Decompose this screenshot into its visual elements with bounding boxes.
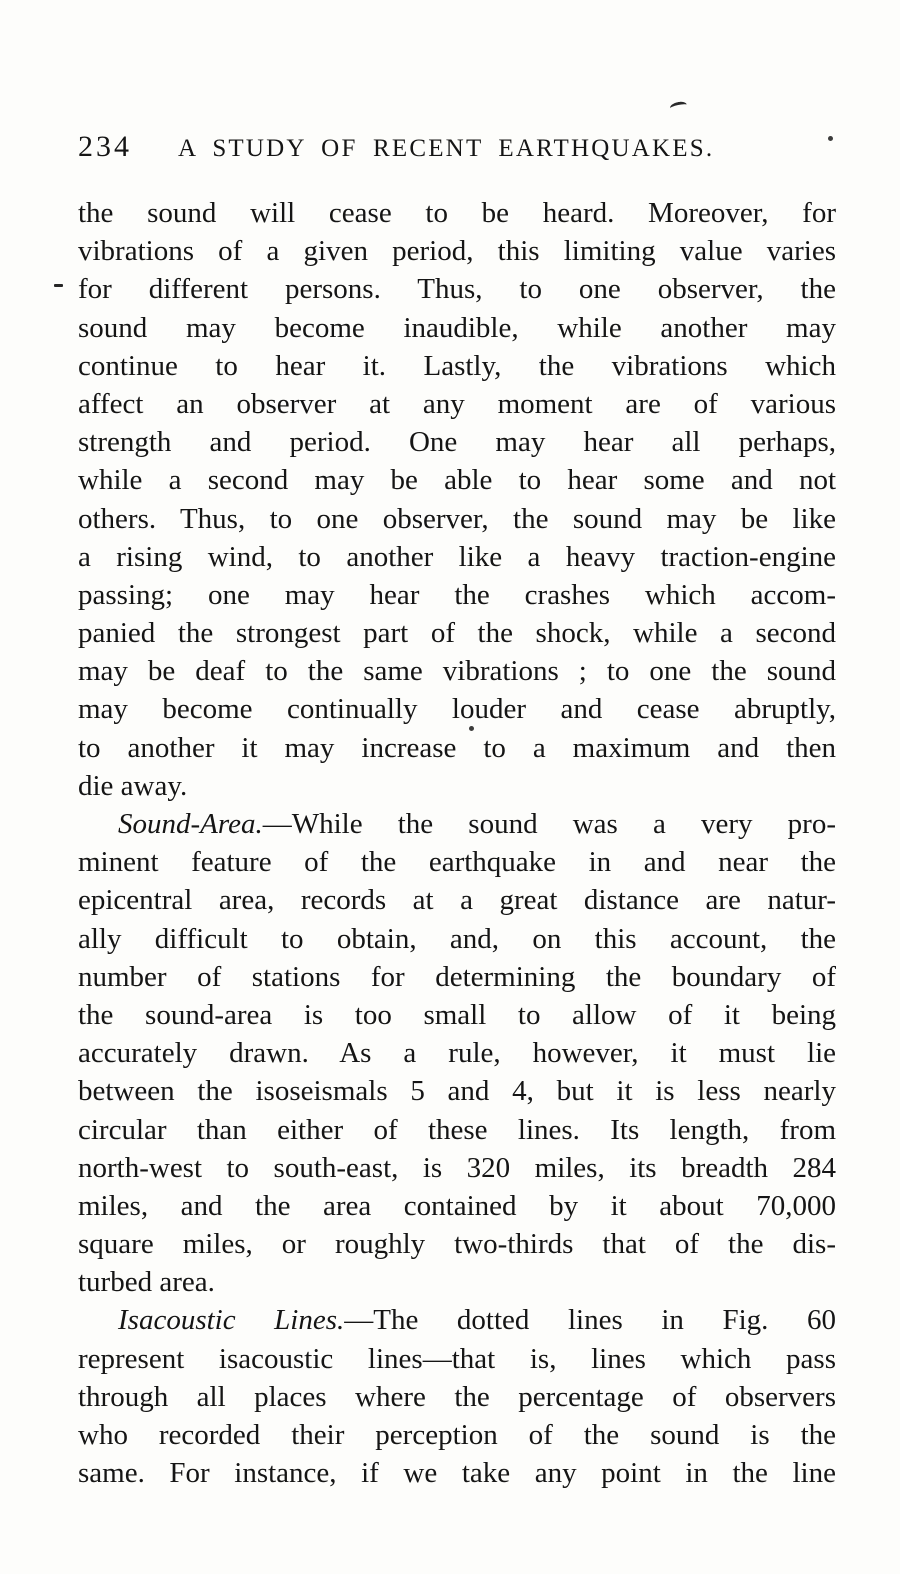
text-line: north-west to south-east, is 320 miles, its breadth 284 (78, 1151, 836, 1184)
text-line: strength and period. One may hear all perhaps, (78, 426, 836, 459)
text-line: a rising wind, to another like a heavy traction-engine (78, 540, 836, 573)
text-line: who recorded their perception of the sound is the (78, 1419, 836, 1451)
page-header (78, 130, 836, 164)
paragraph-2 (78, 805, 836, 1301)
text-line: Isacoustic Lines.—The dotted lines in Fig. 60 (118, 1304, 836, 1337)
text-line: may become continually louder and cease abruptly, (78, 693, 836, 726)
text-line: die away. (78, 769, 188, 802)
text-line: through all places where the percentage of observers (78, 1380, 836, 1413)
running-title: A STUDY OF RECENT EARTHQUAKES. (178, 135, 715, 162)
ink-squiggle-artifact (669, 100, 687, 112)
text-line: epicentral area, records at a great distance are natur- (78, 884, 836, 917)
section-heading-italic: Isacoustic Lines. (118, 1304, 345, 1337)
text-line: represent isacoustic lines—that is, lines which pass (78, 1342, 836, 1375)
text-line: others. Thus, to one observer, the sound may be like (78, 502, 836, 535)
text-line: panied the strongest part of the shock, while a second (78, 617, 836, 650)
text-line: the sound will cease to be heard. Moreover, for (78, 197, 836, 229)
section-heading-italic: Sound-Area. (118, 808, 263, 840)
text-line: vibrations of a given period, this limiting value varies (78, 235, 836, 268)
text-line: miles, and the area contained by it about 70,000 (78, 1189, 836, 1222)
text-line: to another it may increase to a maximum and then (78, 731, 836, 764)
text-line: between the isoseismals 5 and 4, but it is less nearly (78, 1075, 836, 1108)
text-line: square miles, or roughly two-thirds that of the dis- (78, 1228, 836, 1261)
text-line: passing; one may hear the crashes which accom- (78, 578, 836, 611)
text-line: continue to hear it. Lastly, the vibrations which (78, 349, 836, 382)
text-line: minent feature of the earthquake in and near the (78, 846, 836, 879)
text-line: ally difficult to obtain, and, on this account, the (78, 922, 836, 955)
text-line: same. For instance, if we take any point in the line (78, 1457, 836, 1490)
text-line: number of stations for determining the boundary of (78, 960, 836, 993)
text-line: for different persons. Thus, to one observer, the (78, 273, 836, 306)
paragraph-3 (78, 1301, 836, 1492)
text-line: the sound-area is too small to allow of it being (78, 998, 836, 1031)
text-line: sound may become inaudible, while another may (78, 311, 836, 344)
page-number: 234 (78, 130, 132, 163)
paragraph-1 (78, 194, 836, 805)
text-block (78, 194, 836, 1492)
text-line: accurately drawn. As a rule, however, it must lie (78, 1037, 836, 1070)
text-line: may be deaf to the same vibrations ; to one the sound (78, 655, 836, 688)
text-line: circular than either of these lines. Its length, from (78, 1113, 836, 1146)
text-line: while a second may be able to hear some and not (78, 464, 836, 497)
text-line: turbed area. (78, 1266, 215, 1299)
text-line: affect an observer at any moment are of various (78, 387, 836, 420)
ink-dash-artifact (54, 284, 63, 287)
text-line: Sound-Area.—While the sound was a very pro- (118, 808, 836, 840)
